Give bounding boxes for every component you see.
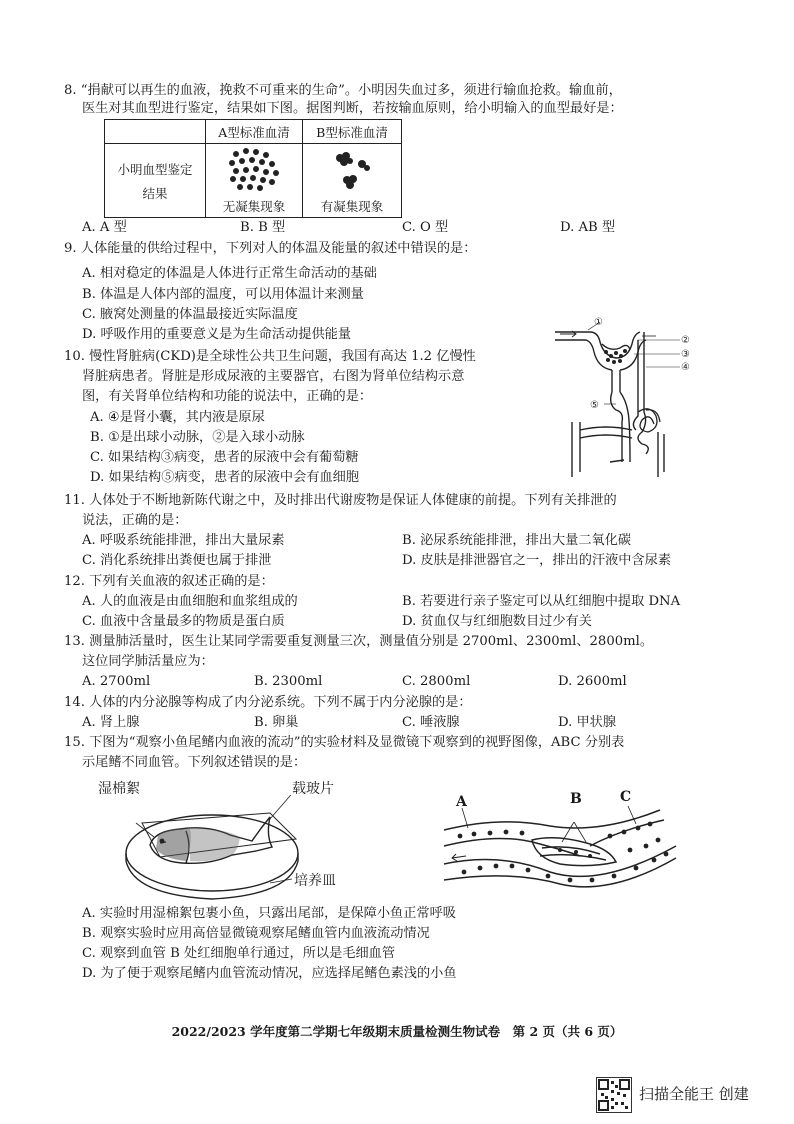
- q14-option-a: A. 肾上腺: [82, 715, 140, 730]
- result-b-cell: [303, 144, 402, 218]
- label-3: ③: [681, 349, 690, 360]
- nephron-diagram: [550, 312, 700, 482]
- q12-option-c: C. 血液中含量最多的物质是蛋白质: [82, 614, 285, 629]
- result-b-label: 有凝集现象: [320, 199, 384, 214]
- q8-option-c: C. O 型: [402, 220, 449, 235]
- page-footer: 2022/2023 学年度第二学期七年级期末质量检测生物试卷 第 2 页（共 6 页）: [171, 1024, 623, 1039]
- q15-stem-line1: 15. 下图为“观察小鱼尾鳍内血液的流动”的实验材料及显微镜下观察到的视野图像，ABC 分别表: [64, 735, 625, 750]
- q11-option-b: B. 泌尿系统能排泄，排出大量二氧化碳: [402, 533, 632, 548]
- q13-option-d: D. 2600ml: [558, 674, 627, 689]
- q15-option-c: C. 观察到血管 B 处红细胞单行通过，所以是毛细血管: [82, 946, 396, 961]
- q14-option-b: B. 卵巢: [254, 715, 299, 730]
- label-4: ④: [681, 362, 690, 373]
- q11-stem-line2: 说法，正确的是：: [82, 513, 188, 528]
- q13-option-b: B. 2300ml: [254, 674, 323, 689]
- q11-stem-line1: 11. 人体处于不断地新陈代谢之中，及时排出代谢废物是保证人体健康的前提。下列有关排泄的: [64, 493, 617, 508]
- row-label-line1: 小明血型鉴定: [117, 161, 193, 177]
- q10-option-c: C. 如果结构③病变，患者的尿液中会有葡萄糖: [90, 450, 359, 465]
- table-row-label: [105, 144, 206, 218]
- q9-option-a: A. 相对稳定的体温是人体进行正常生命活动的基础: [82, 266, 377, 281]
- label-5: ⑤: [590, 400, 599, 411]
- scanner-watermark: 扫描全能王 创建: [639, 1085, 749, 1103]
- q14-option-c: C. 唾液腺: [402, 715, 460, 730]
- q10-stem-line3: 图，有关肾单位结构和功能的说法中，正确的是：: [82, 389, 373, 404]
- no-agglutination-image: [224, 146, 284, 192]
- q12-option-d: D. 贫血仅与红细胞数目过少有关: [402, 614, 592, 629]
- q14-stem: 14. 人体的内分泌腺等构成了内分泌系统。下列不属于内分泌腺的是：: [64, 695, 472, 710]
- label-vessel-b: B: [570, 791, 582, 807]
- table-header-b: B型标准血清: [303, 120, 402, 144]
- agglutination-image: [322, 146, 382, 192]
- q10-option-b: B. ①是出球小动脉，②是入球小动脉: [90, 430, 305, 445]
- label-dish: 培养皿: [294, 873, 336, 889]
- label-vessel-a: A: [456, 794, 467, 810]
- q8-option-d: D. AB 型: [560, 220, 616, 235]
- q8-stem-line2: 医生对其血型进行鉴定，结果如下图。据图判断，若按输血原则，给小明输入的血型最好是：: [82, 101, 623, 116]
- q13-option-c: C. 2800ml: [402, 674, 471, 689]
- q9-option-d: D. 呼吸作用的重要意义是为生命活动提供能量: [82, 327, 352, 342]
- q15-stem-line2: 示尾鳍不同血管。下列叙述错误的是：: [82, 755, 307, 770]
- q8-option-a: A. A 型: [82, 220, 127, 235]
- q8-stem-line1: 8. “捐献可以再生的血液，挽救不可重来的生命”。小明因失血过多，须进行输血抢救。输血前，: [64, 83, 622, 98]
- label-vessel-c: C: [620, 789, 632, 805]
- qr-code-icon: [596, 1077, 632, 1113]
- result-a-cell: [206, 144, 303, 218]
- q15-option-d: D. 为了便于观察尾鳍内血管流动情况，应选择尾鳍色素浅的小鱼: [82, 966, 457, 981]
- fish-dish-illustration: [120, 795, 320, 905]
- table-header-a: A型标准血清: [206, 120, 303, 144]
- q12-stem: 12. 下列有关血液的叙述正确的是：: [64, 574, 274, 589]
- label-2: ②: [681, 335, 690, 346]
- q14-option-d: D. 甲状腺: [558, 715, 617, 730]
- q11-option-c: C. 消化系统排出粪便也属于排泄: [82, 553, 272, 568]
- label-1: ①: [594, 317, 603, 328]
- label-cotton: 湿棉絮: [98, 781, 140, 797]
- q9-option-c: C. 腋窝处测量的体温最接近实际温度: [82, 307, 298, 322]
- q12-option-a: A. 人的血液是由血细胞和血浆组成的: [82, 594, 298, 609]
- q13-stem-line2: 这位同学肺活量应为：: [82, 654, 214, 669]
- q13-option-a: A. 2700ml: [82, 674, 151, 689]
- q10-option-d: D. 如果结构⑤病变，患者的尿液中会有血细胞: [90, 470, 360, 485]
- q11-option-a: A. 呼吸系统能排泄，排出大量尿素: [82, 533, 285, 548]
- blood-vessel-illustration: [440, 806, 680, 896]
- label-slide: 载玻片: [292, 781, 334, 797]
- q9-stem: 9. 人体能量的供给过程中，下列对人的体温及能量的叙述中错误的是：: [64, 241, 477, 256]
- q13-stem-line1: 13. 测量肺活量时，医生让某同学需要重复测量三次，测量值分别是 2700ml、2300ml、2800ml。: [64, 634, 654, 649]
- result-a-label: 无凝集现象: [222, 199, 286, 214]
- q15-option-a: A. 实验时用湿棉絮包裹小鱼，只露出尾部，是保障小鱼正常呼吸: [82, 906, 456, 921]
- q12-option-b: B. 若要进行亲子鉴定可以从红细胞中提取 DNA: [402, 594, 681, 609]
- q10-stem-line2: 肾脏病患者。肾脏是形成尿液的主要器官，右图为肾单位结构示意: [82, 369, 465, 384]
- q11-option-d: D. 皮肤是排泄器官之一，排出的汗液中含尿素: [402, 553, 672, 568]
- q9-option-b: B. 体温是人体内部的温度，可以用体温计来测量: [82, 287, 364, 302]
- q10-stem-line1: 10. 慢性肾脏病(CKD)是全球性公共卫生问题，我国有高达 1.2 亿慢性: [64, 349, 476, 364]
- q15-option-b: B. 观察实验时应用高倍显微镜观察尾鳍血管内血液流动情况: [82, 926, 430, 941]
- row-label-line2: 结果: [142, 185, 168, 201]
- blood-type-table: [104, 119, 402, 218]
- q10-option-a: A. ④是肾小囊，其内液是原尿: [90, 410, 265, 425]
- q8-option-b: B. B 型: [240, 220, 286, 235]
